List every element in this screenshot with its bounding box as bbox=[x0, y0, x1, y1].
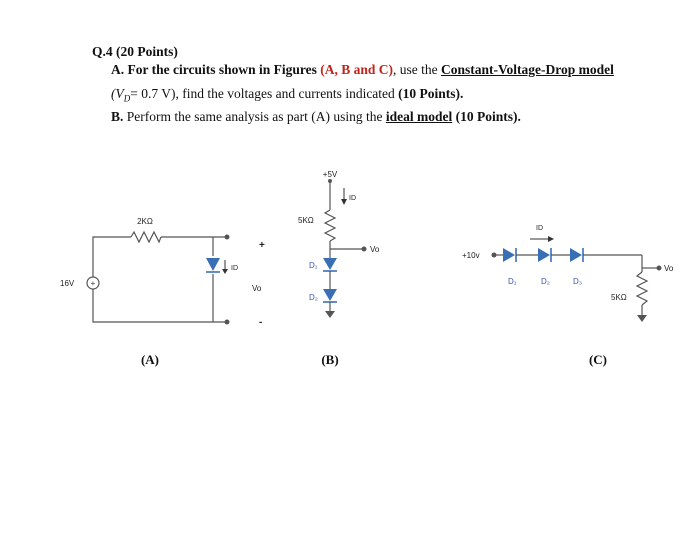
circuit-c-supply-label: +10v bbox=[462, 251, 480, 260]
circuit-a-terminal-top bbox=[225, 235, 230, 240]
circuit-c-current-label: ID bbox=[536, 225, 543, 232]
circuit-b-supply-label: +5V bbox=[322, 170, 338, 179]
circuit-b-resistor-label: 5KΩ bbox=[298, 216, 314, 225]
circuit-b-caption: (B) bbox=[321, 352, 339, 367]
part-a-model: Constant-Voltage-Drop model bbox=[441, 62, 614, 77]
circuit-c-d3-label: D₃ bbox=[573, 277, 583, 286]
part-a-middle: , use the bbox=[393, 62, 442, 77]
circuit-c-d2-label: D₂ bbox=[541, 277, 550, 286]
question-header: Q.4 (20 Points) bbox=[92, 44, 178, 59]
part-b-points: (10 Points). bbox=[452, 109, 521, 124]
circuit-a-minus: - bbox=[259, 317, 263, 328]
circuit-b-output-terminal bbox=[362, 247, 367, 252]
vd-open: (V bbox=[111, 86, 124, 101]
part-a-prefix: A. For the circuits shown in Figures bbox=[111, 62, 321, 77]
part-a-line2-rest: = 0.7 V), find the voltages and currents indicated bbox=[130, 86, 399, 101]
circuit-b-ground bbox=[325, 311, 335, 318]
circuit-c-diode-1 bbox=[503, 248, 515, 262]
circuit-b-output-label: Vo bbox=[370, 245, 380, 254]
circuit-a-diode bbox=[206, 258, 220, 271]
circuit-c-d1-label: D₁ bbox=[508, 277, 517, 286]
circuit-a-left-top-wire bbox=[93, 237, 131, 277]
circuit-c-diode-3 bbox=[570, 248, 582, 262]
circuit-a-output-label: Vo bbox=[252, 284, 262, 293]
circuit-b-current-arrowhead bbox=[341, 199, 347, 205]
circuit-a-terminal-bottom bbox=[225, 320, 230, 325]
circuit-b-diode-1 bbox=[323, 258, 337, 270]
circuit-c-current-arrowhead bbox=[548, 236, 554, 242]
circuit-c-diode-2 bbox=[538, 248, 550, 262]
circuit-a-caption: (A) bbox=[140, 352, 160, 367]
circuit-a-source-plus: + bbox=[90, 279, 96, 288]
circuit-c-output-label: Vo bbox=[664, 264, 674, 273]
circuit-b-d1-label: D₁ bbox=[309, 261, 318, 270]
circuit-a-bottom-wire bbox=[93, 289, 227, 322]
circuit-a-resistor-symbol bbox=[131, 232, 161, 242]
circuit-b-diode-2 bbox=[323, 289, 337, 301]
circuit-c-ground bbox=[637, 315, 647, 322]
circuit-b-current-label: ID bbox=[349, 195, 356, 202]
circuit-c-resistor-symbol bbox=[637, 272, 647, 305]
part-b-model: ideal model bbox=[385, 109, 453, 124]
circuit-a-current-label: ID bbox=[231, 265, 238, 272]
part-b-text: Perform the same analysis as part (A) using the bbox=[123, 109, 386, 124]
circuit-a bbox=[60, 217, 265, 367]
circuit-b-resistor-symbol bbox=[325, 210, 335, 241]
circuit-a-resistor-label: 2KΩ bbox=[137, 217, 153, 226]
circuit-a-source-label: 16V bbox=[60, 279, 75, 288]
vd-sub: D bbox=[123, 93, 131, 104]
circuit-b-supply-terminal bbox=[328, 179, 332, 183]
part-a-points: (10 Points). bbox=[398, 86, 464, 101]
circuit-b-d2-label: D₂ bbox=[309, 293, 318, 302]
part-b-prefix: B. bbox=[111, 109, 124, 124]
circuit-c-caption: (C) bbox=[588, 352, 608, 367]
circuit-c-resistor-label: 5KΩ bbox=[611, 293, 627, 302]
part-a-figures: (A, B and C) bbox=[320, 62, 394, 77]
circuit-c-output-terminal bbox=[657, 266, 662, 271]
circuit-a-current-arrowhead bbox=[222, 269, 228, 274]
circuit-a-plus: + bbox=[259, 240, 265, 251]
circuit-c bbox=[462, 225, 674, 367]
circuit-b bbox=[298, 170, 380, 367]
